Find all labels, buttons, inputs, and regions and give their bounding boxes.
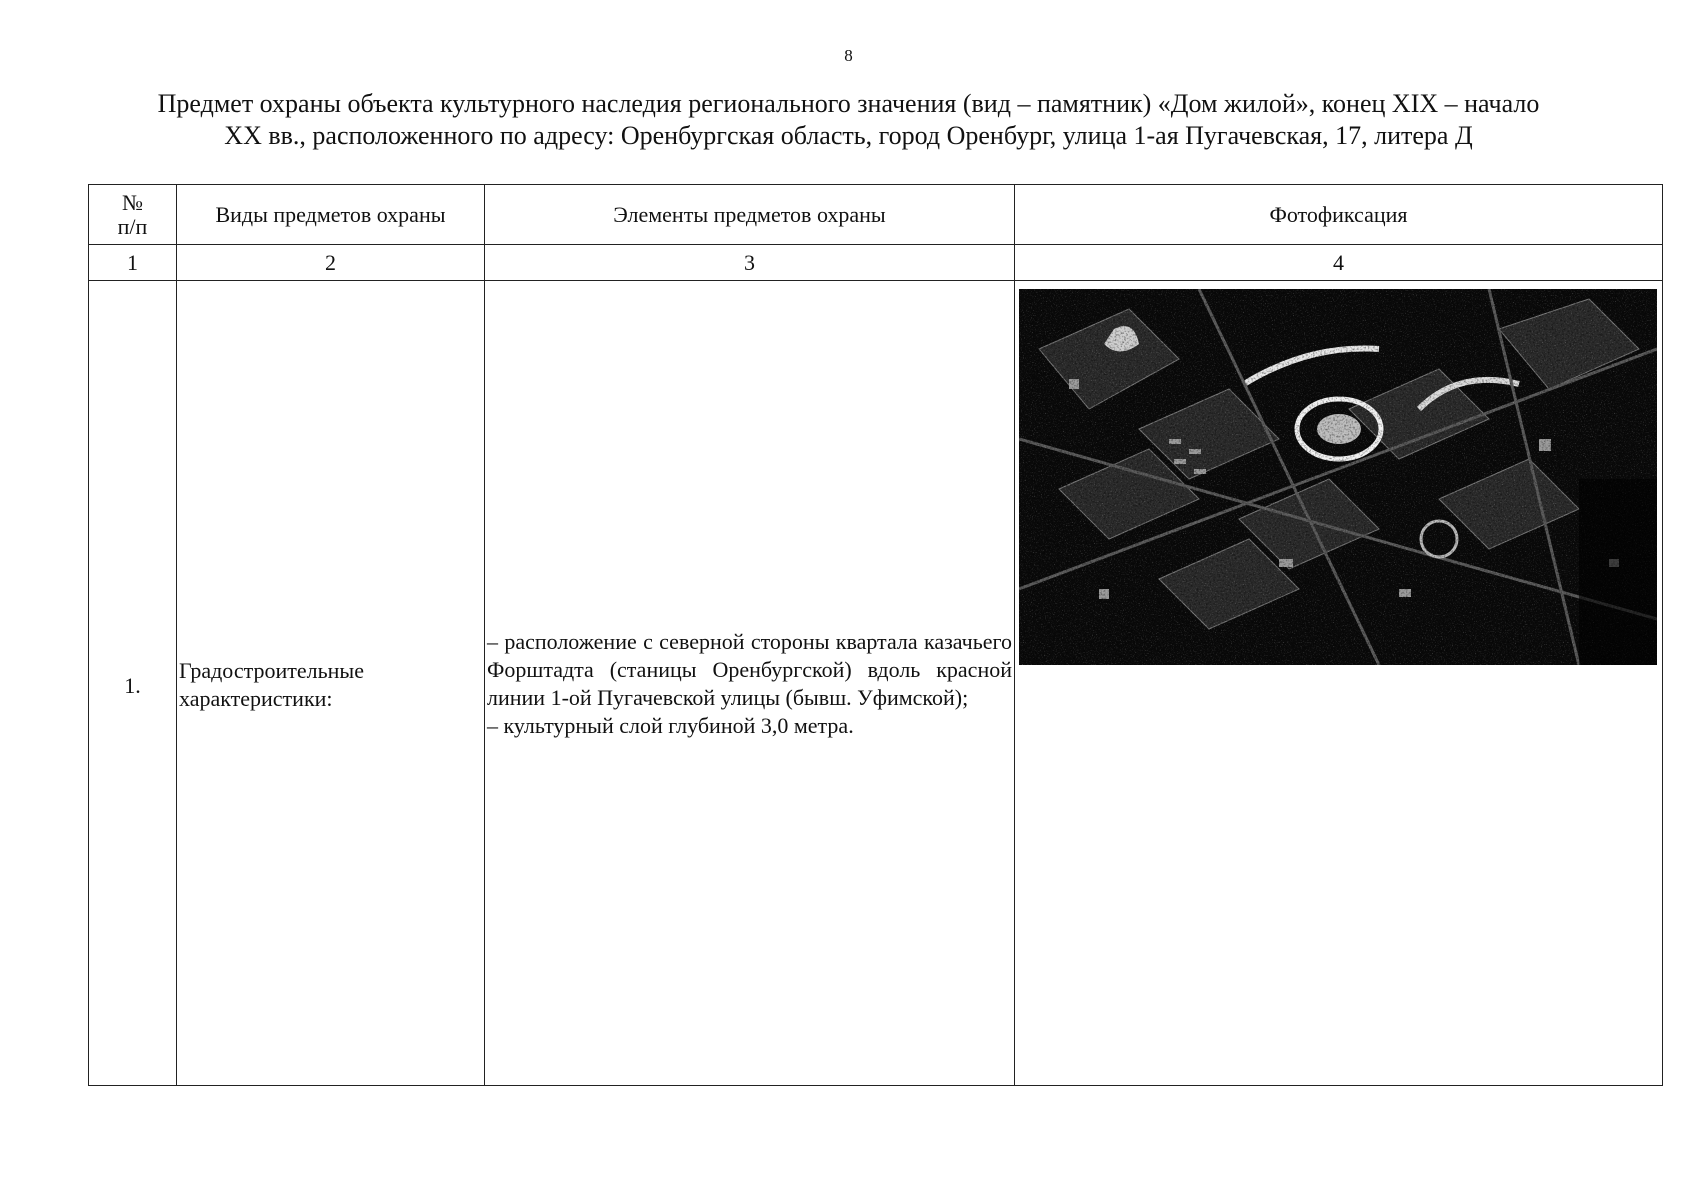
header-number	[89, 185, 177, 245]
document-title-line-1: Предмет охраны объекта культурного наследия регионального значения (вид – памятник) «Дом жилой», конец XIX – начало	[157, 89, 1540, 118]
header-photo: Фотофиксация	[1015, 185, 1663, 245]
aerial-photo	[1019, 289, 1657, 665]
protection-kind-line-1: Градостроительные	[179, 658, 364, 683]
column-number: 3	[485, 245, 1015, 281]
protection-elements	[485, 281, 1015, 1086]
header-kinds: Виды предметов охраны	[177, 185, 485, 245]
header-elements: Элементы предметов охраны	[485, 185, 1015, 245]
protection-element-item: – культурный слой глубиной 3,0 метра.	[487, 713, 854, 738]
protection-subject-table	[88, 184, 1663, 1086]
header-number-sign: №	[122, 189, 143, 215]
document-title-line-2: XX вв., расположенного по адресу: Оренбургская область, город Оренбург, улица 1-ая Пугачевская, 17, литера Д	[224, 121, 1473, 150]
protection-kind	[177, 281, 485, 1086]
photo-cell	[1015, 281, 1663, 1086]
column-number: 1	[89, 245, 177, 281]
column-number: 2	[177, 245, 485, 281]
header-number-abbr: п/п	[117, 213, 148, 239]
column-number-row	[89, 245, 1663, 281]
column-number: 4	[1015, 245, 1663, 281]
row-number: 1.	[89, 281, 177, 1086]
protection-kind-line-2: характеристики:	[179, 686, 333, 711]
page-number: 8	[844, 46, 853, 65]
protection-element-item: – расположение с северной стороны квартала казачьего Форштадта (станицы Оренбургской) вдоль красной линии 1-ой Пугачевской улицы (бывш. Уфимской);	[487, 629, 1012, 710]
table-header-row	[89, 185, 1663, 245]
table-row	[89, 281, 1663, 1086]
document-title	[70, 88, 1627, 152]
